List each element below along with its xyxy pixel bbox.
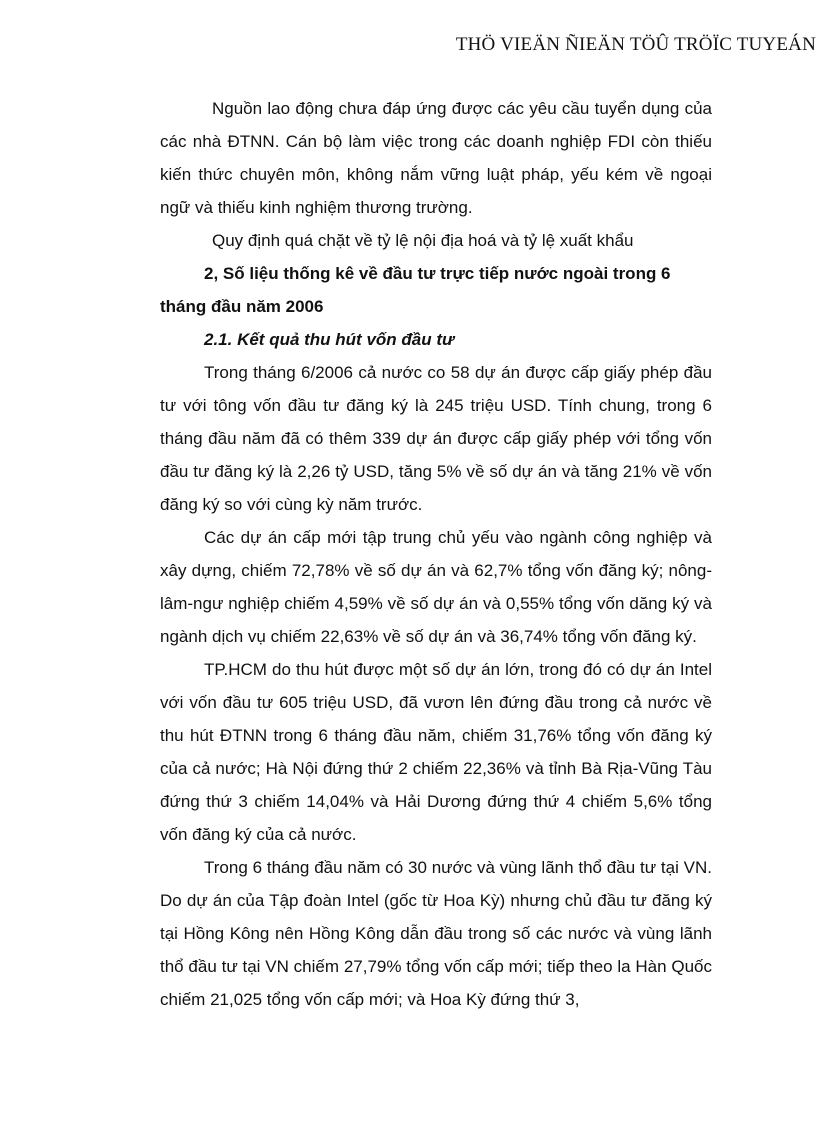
section-heading: 2, Số liệu thống kê về đầu tư trực tiếp nước ngoài trong 6 tháng đầu năm 2006 bbox=[160, 264, 671, 316]
document-body bbox=[160, 92, 712, 1016]
paragraph-sectors: Các dự án cấp mới tập trung chủ yếu vào ngành công nghiệp và xây dựng, chiếm 72,78% về số dự án và 62,7% tổng vốn đăng ký; nông-lâm-ngư nghiệp chiếm 4,59% về số dự án và 0,55% tổng vốn dăng ký và ngành dịch vụ chiếm 22,63% về số dự án và 36,74% tổng vốn đăng ký. bbox=[160, 528, 712, 646]
paragraph-labor: Nguồn lao động chưa đáp ứng được các yêu cầu tuyển dụng của các nhà ĐTNN. Cán bộ làm việc trong các doanh nghiệp FDI còn thiếu kiến thức chuyên môn, không nắm vững luật pháp, yếu kém về ngoại ngữ và thiếu kinh nghiệm thương trường. bbox=[160, 99, 712, 217]
paragraph-regulation: Quy định quá chặt về tỷ lệ nội địa hoá và tỷ lệ xuất khẩu bbox=[212, 231, 634, 250]
paragraph-hcm: TP.HCM do thu hút được một số dự án lớn, trong đó có dự án Intel với vốn đầu tư 605 triệu USD, đã vươn lên đứng đầu trong cả nước về thu hút ĐTNN trong 6 tháng đầu năm, chiếm 31,76% tổng vốn đăng ký của cả nước; Hà Nội đứng thứ 2 chiếm 22,36% và tỉnh Bà Rịa-Vũng Tàu đứng thứ 3 chiếm 14,04% và Hải Dương đứng thứ 4 chiếm 5,6% tổng vốn đăng ký của cả nước. bbox=[160, 660, 712, 844]
paragraph-june-projects: Trong tháng 6/2006 cả nước co 58 dự án được cấp giấy phép đầu tư với tông vốn đầu tư đăng ký là 245 triệu USD. Tính chung, trong 6 tháng đầu năm đã có thêm 339 dự án được cấp giấy phép với tổng vốn đầu tư đăng ký là 2,26 tỷ USD, tăng 5% về số dự án và tăng 21% về vốn đăng ký so với cùng kỳ năm trước. bbox=[160, 363, 712, 514]
section-subheading: 2.1. Kết quả thu hút vốn đầu tư bbox=[204, 330, 455, 349]
paragraph-countries: Trong 6 tháng đầu năm có 30 nước và vùng lãnh thổ đầu tư tại VN. Do dự án của Tập đoàn Intel (gốc từ Hoa Kỳ) nhưng chủ đầu tư đăng ký tại Hồng Kông nên Hồng Kông dẫn đầu trong số các nước và vùng lãnh thổ đầu tư tại VN chiếm 27,79% tổng vốn cấp mới; tiếp theo la Hàn Quốc chiếm 21,025 tổng vốn cấp mới; và Hoa Kỳ đứng thứ 3, bbox=[160, 858, 712, 1009]
page-header: THÖ VIEÄN ÑIEÄN TÖÛ TRÖÏC TUYEÁN bbox=[455, 34, 816, 55]
